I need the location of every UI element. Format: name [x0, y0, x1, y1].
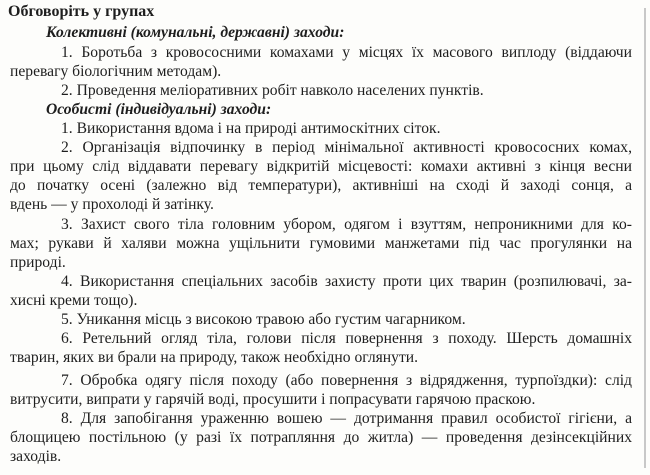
personal-measures-title: Особисті (індивідуальні) заходи: [46, 101, 272, 118]
collective-measures-title: Колективні (комунальні, державні) заходи: [46, 24, 345, 41]
personal-item-6-line-1: 6. Ретельний огляд тіла, голови після повернення з походу. Шерсть домашніх [61, 330, 632, 347]
personal-item-2-line-3: до початку осені (залежно від температури), активніші на сході й заході сонця, а [10, 177, 632, 194]
personal-item-3-line-3: природі. [10, 254, 66, 271]
collective-item-1-line-1: 1. Боротьба з кровососними комахами у місцях їх масового виплоду (віддаючи [61, 44, 632, 61]
scan-edge-mark [644, 8, 646, 468]
personal-item-8-line-3: заходів. [10, 448, 62, 465]
personal-item-5: 5. Уникання місць з високою травою або густим чагарником. [61, 311, 466, 328]
collective-item-1-line-2: перевагу біологічним методам). [10, 63, 222, 80]
page-heading: Обговоріть у групах [8, 3, 155, 20]
personal-item-8-line-1: 8. Для запобігання ураженню вошею — дотримання правил особистої гігієни, а [61, 410, 632, 427]
personal-item-3-line-2: мах; рукави й халяви можна ущільнити гумовими манжетами під час прогулянки на [10, 235, 632, 252]
personal-item-7-line-1: 7. Обробка одягу після походу (або повернення з відрядження, турпоїздки): слід [61, 372, 632, 389]
personal-item-2-line-1: 2. Організація відпочинку в період мінімальної активності кровососних комах, [61, 139, 632, 156]
personal-item-7-line-2: витрусити, випрати у гарячій воді, просушити і попрасувати гарячою праскою. [10, 391, 536, 408]
personal-item-8-line-2: блощицею постільною (у разі їх потрапляння до житла) — проведення дезінсекційних [10, 429, 632, 446]
personal-item-3-line-1: 3. Захист свого тіла головним убором, одягом і взуттям, непроникними для ко- [61, 216, 632, 233]
personal-item-4-line-1: 4. Використання спеціальних засобів захисту проти цих тварин (розпилювачі, за- [61, 273, 632, 290]
personal-item-6-line-2: тварин, яких ви брали на природу, також необхідно оглянути. [10, 349, 419, 366]
collective-item-2: 2. Проведення меліоративних робіт навколо населених пунктів. [61, 82, 484, 99]
personal-item-4-line-2: хисні креми тощо). [10, 292, 138, 309]
personal-item-1: 1. Використання вдома і на природі антимоскітних сіток. [61, 120, 441, 137]
personal-item-2-line-2: при цьому слід віддавати перевагу відкритій місцевості: комахи активні з кінця весни [10, 158, 632, 175]
personal-item-2-line-4: вдень — у прохолоді й затінку. [10, 196, 214, 213]
